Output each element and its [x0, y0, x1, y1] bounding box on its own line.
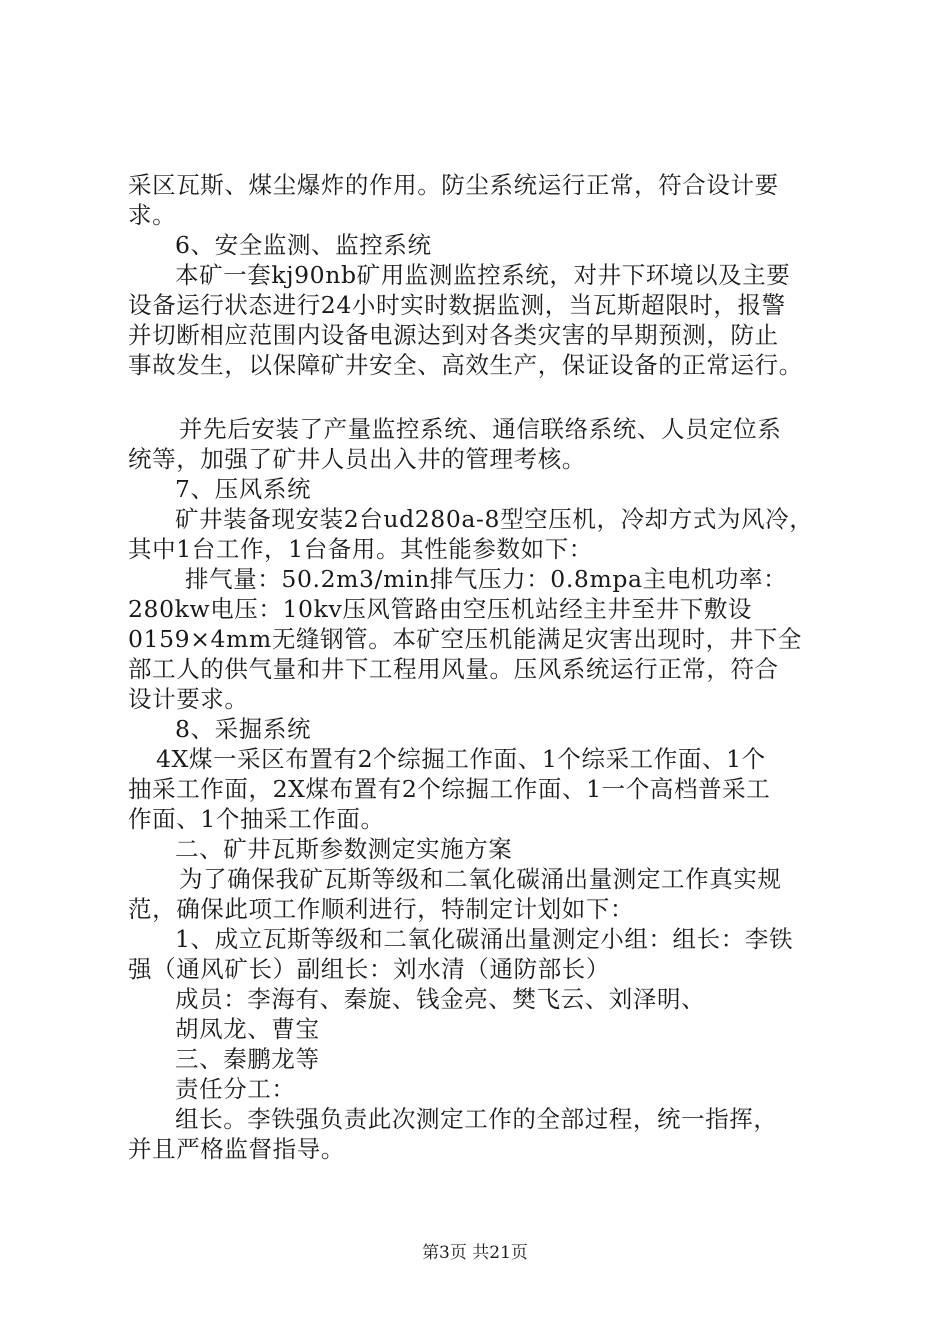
text-line: 部工人的供气量和井下工程用风量。压风系统运行正常，符合: [128, 655, 779, 683]
text-line: 组长。李铁强负责此次测定工作的全部过程，统一指挥，: [175, 1105, 778, 1133]
text-line: 280kw电压：10kv压风管路由空压机站经主井至井下敷设: [128, 595, 753, 623]
page-number-footer: 第3页 共21页: [422, 1243, 528, 1263]
section-heading: 6、安全监测、监控系统: [175, 231, 432, 259]
text-line: 为了确保我矿瓦斯等级和二氧化碳涌出量测定工作真实规: [179, 865, 782, 893]
section-heading: 8、采掘系统: [175, 715, 312, 743]
section-heading: 二、矿井瓦斯参数测定实施方案: [175, 835, 513, 863]
text-line: 设备运行状态进行24小时实时数据监测，当瓦斯超限时，报警: [128, 291, 786, 319]
text-line: 采区瓦斯、煤尘爆炸的作用。防尘系统运行正常，符合设计要: [128, 171, 779, 199]
text-line: 胡凤龙、曹宝: [175, 1015, 320, 1043]
text-line: 1、成立瓦斯等级和二氧化碳涌出量测定小组：组长：李铁: [175, 925, 794, 953]
text-line: 排气量：50.2m3/min排气压力：0.8mpa主电机功率：: [185, 565, 788, 593]
text-line: 矿井装备现安装2台ud280a-8型空压机，冷却方式为风冷，: [175, 505, 814, 533]
text-line: 并切断相应范围内设备电源达到对各类灾害的早期预测，防止: [128, 321, 779, 349]
text-line: 其中1台工作，1台备用。其性能参数如下：: [128, 535, 593, 563]
section-heading: 7、压风系统: [175, 475, 312, 503]
text-line: 本矿一套kj90nb矿用监测监控系统，对井下环境以及主要: [175, 261, 791, 289]
text-line: 抽采工作面，2X煤布置有2个综掘工作面、1一个高档普采工: [128, 775, 771, 803]
text-line: 并先后安装了产量监控系统、通信联络系统、人员定位系: [179, 415, 782, 443]
text-line: 并且严格监督指导。: [128, 1135, 345, 1163]
document-body: [128, 170, 828, 1164]
text-line: 求。: [128, 201, 177, 229]
text-line: 统等，加强了矿井人员出入井的管理考核。: [128, 445, 586, 473]
text-line: 0159×4mm无缝钢管。本矿空压机能满足灾害出现时，井下全: [128, 625, 803, 653]
text-line: 范，确保此项工作顺利进行，特制定计划如下：: [128, 895, 635, 923]
text-line: 强（通风矿长）副组长：刘水清（通防部长）: [128, 955, 610, 983]
text-line: 4X煤一采区布置有2个综掘工作面、1个综采工作面、1个: [156, 745, 766, 773]
text-line: 设计要求。: [128, 685, 249, 713]
text-line: 作面、1个抽采工作面。: [128, 805, 385, 833]
text-line: 事故发生，以保障矿井安全、高效生产，保证设备的正常运行。: [128, 351, 803, 379]
paragraph-gap: [128, 380, 828, 414]
text-line: 责任分工：: [175, 1075, 296, 1103]
text-line: 成员：李海有、秦旋、钱金亮、樊飞云、刘泽明、: [175, 985, 706, 1013]
section-heading: 三、秦鹏龙等: [175, 1045, 320, 1073]
